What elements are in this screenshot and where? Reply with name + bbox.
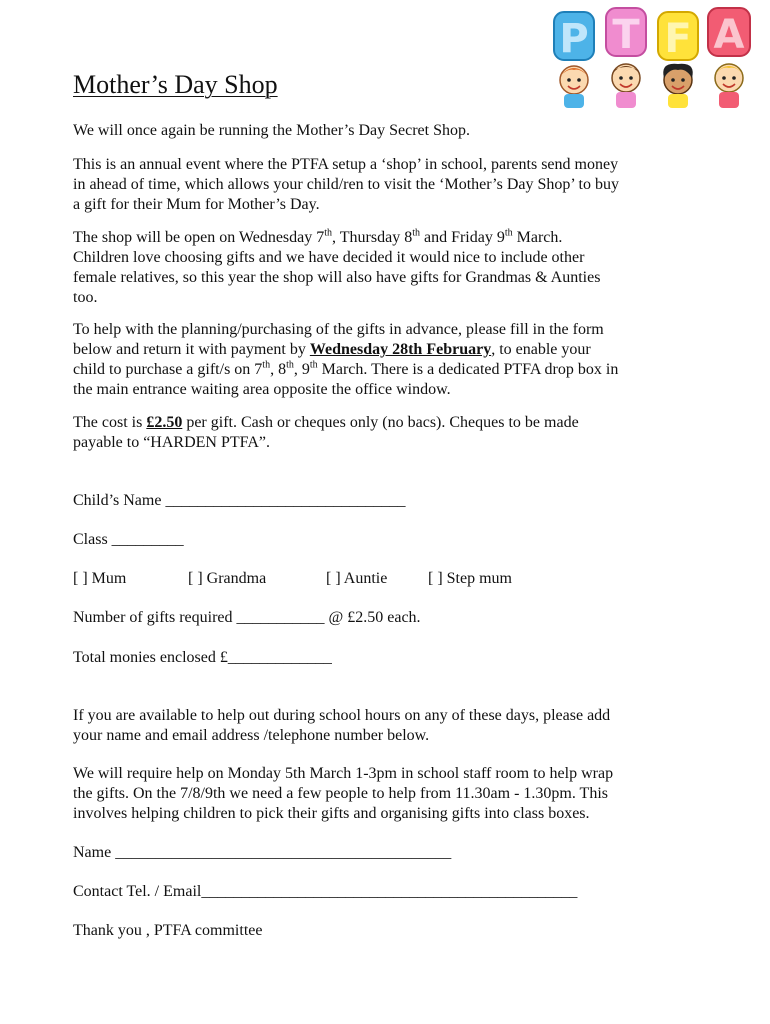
checkbox-mum[interactable]: [ ] Mum — [73, 570, 127, 587]
checkbox-auntie[interactable]: [ ] Auntie — [326, 570, 388, 587]
para4-line1: The cost is £2.50 per gift. Cash or cheques only (no bacs). Cheques to be made — [73, 414, 579, 431]
para1-line2: in ahead of time, which allows your child/ren to visit the ‘Mother’s Day Shop’ to buy — [73, 176, 619, 193]
para1-line3: a gift for their Mum for Mother’s Day. — [73, 196, 320, 213]
logo-children-icon — [560, 64, 743, 108]
para3-line4: the main entrance waiting area opposite the office window. — [73, 381, 451, 398]
gifts-required-field[interactable]: Number of gifts required ___________ @ £2.50 each. — [73, 609, 421, 626]
ptfa-logo — [540, 6, 758, 110]
para3-line1: To help with the planning/purchasing of the gifts in advance, please fill in the form — [73, 321, 604, 338]
total-monies-field[interactable]: Total monies enclosed £_____________ — [73, 649, 332, 666]
svg-text:P: P — [559, 16, 589, 62]
para2-line1: The shop will be open on Wednesday 7th, Thursday 8th and Friday 9th March. — [73, 227, 563, 246]
helper-name-field[interactable]: Name __________________________________________ — [73, 844, 452, 861]
page-title: Mother’s Day Shop — [73, 70, 278, 99]
help2-line3: involves helping children to pick their gifts and organising gifts into class boxes. — [73, 805, 590, 822]
para2-line3: female relatives, so this year the shop will also have gifts for Grandmas & Aunties — [73, 269, 601, 286]
logo-letter-p — [554, 12, 594, 62]
child-name-field[interactable]: Child’s Name ______________________________ — [73, 492, 406, 509]
help2-line2: the gifts. On the 7/8/9th we need a few people to help from 11.30am - 1.30pm. This — [73, 785, 608, 802]
help-line1: If you are available to help out during school hours on any of these days, please add — [73, 707, 611, 724]
checkbox-grandma[interactable]: [ ] Grandma — [188, 570, 267, 587]
gift-price: £2.50 — [146, 414, 183, 431]
para1-line1: This is an annual event where the PTFA setup a ‘shop’ in school, parents send money — [73, 156, 619, 173]
contact-field[interactable]: Contact Tel. / Email_______________________________________________ — [73, 883, 578, 900]
svg-text:A: A — [713, 12, 745, 58]
deadline-date: Wednesday 28th February — [309, 341, 492, 358]
para3-line3: child to purchase a gift/s on 7th, 8th, 9th March. There is a dedicated PTFA drop box in — [73, 359, 619, 378]
intro-text: We will once again be running the Mother’s Day Secret Shop. — [73, 122, 470, 139]
help-line2: your name and email address /telephone number below. — [73, 727, 430, 744]
logo-letter-f — [658, 12, 698, 62]
class-field[interactable]: Class _________ — [73, 531, 184, 548]
logo-letter-a — [708, 8, 750, 58]
para3-line2: below and return it with payment by Wednesday 28th February, to enable your — [73, 341, 591, 358]
help2-line1: We will require help on Monday 5th March 1-3pm in school staff room to help wrap — [73, 765, 614, 782]
svg-text:T: T — [612, 12, 640, 58]
para2-line2: Children love choosing gifts and we have decided it would nice to include other — [73, 249, 585, 266]
svg-text:F: F — [664, 16, 692, 62]
para4-line2: payable to “HARDEN PTFA”. — [73, 434, 270, 451]
signoff-text: Thank you , PTFA committee — [73, 922, 263, 939]
para2-line4: too. — [73, 289, 98, 306]
checkbox-step-mum[interactable]: [ ] Step mum — [428, 570, 512, 587]
logo-letter-t — [606, 8, 646, 58]
